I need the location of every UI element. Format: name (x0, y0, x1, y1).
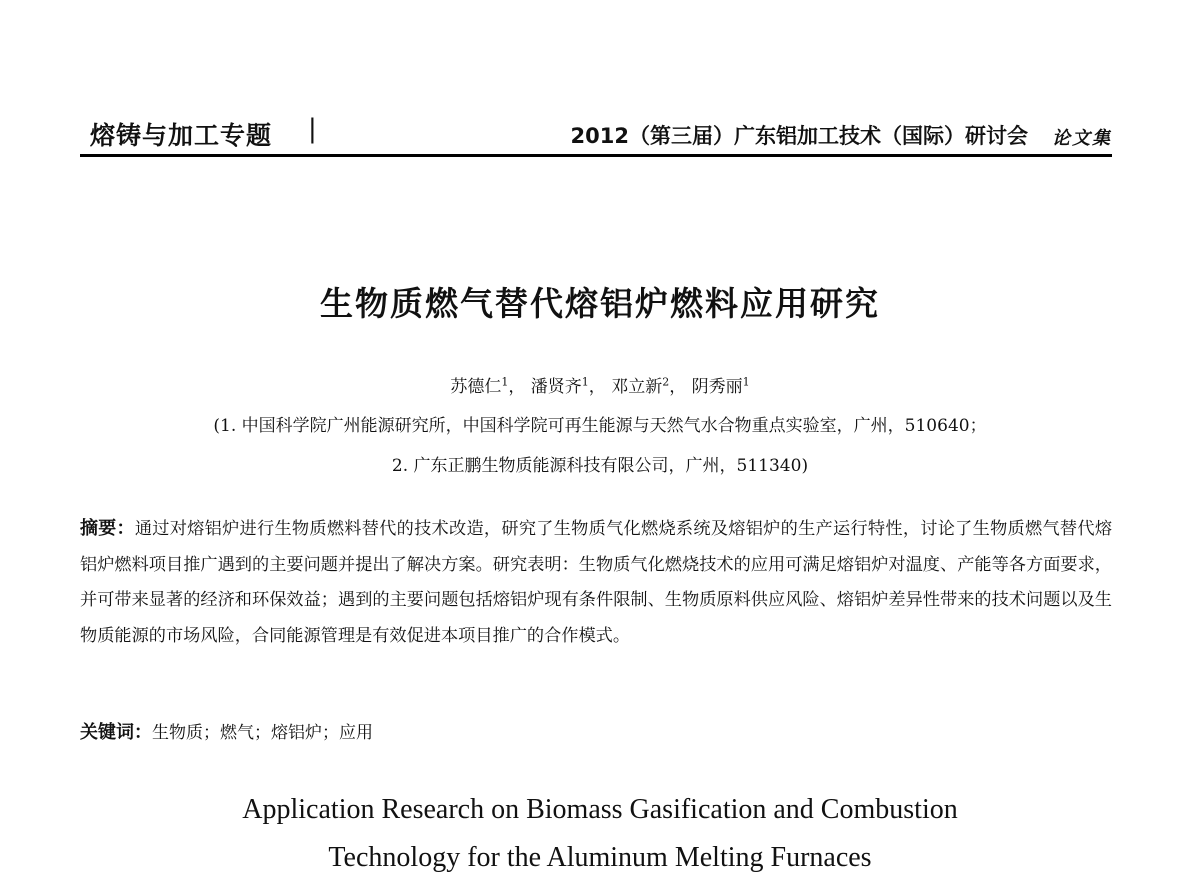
keywords-text: 生物质；燃气；熔铝炉；应用 (152, 723, 373, 743)
abstract-text: 通过对熔铝炉进行生物质燃料替代的技术改造，研究了生物质气化燃烧系统及熔铝炉的生产运行特性，讨论了生物质燃气替代熔铝炉燃料项目推广遇到的主要问题并提出了解决方案。研究表明：生物质气化燃烧技术的应用可满足熔铝炉对温度、产能等各方面要求，并可带来显著的经济和环保效益；遇到的主要问题包括熔铝炉现有条件限制、生物质原料供应风险、熔铝炉差异性带来的技术问题以及生物质能源的市场风险，合同能源管理是有效促进本项目推广的合作模式。 (80, 519, 1113, 646)
header-section-title: 熔铸与加工专题 (90, 121, 273, 150)
author-separator: ， (669, 377, 687, 397)
keywords (80, 718, 373, 744)
header-conference-name: 2012（第三届）广东铝加工技术（国际）研讨会 (570, 124, 1028, 148)
author-affiliation-mark: 1 (501, 375, 509, 389)
affiliation-line-1: (1. 中国科学院广州能源研究所，中国科学院可再生能源与天然气水合物重点实验室，广州，510640； (213, 416, 987, 436)
author-separator: ， (588, 377, 606, 397)
author-affiliation-mark: 2 (662, 375, 670, 389)
affiliation-line-2: 2. 广东正鹏生物质能源科技有限公司，广州，511340) (391, 456, 809, 476)
header-proceedings-tag: 论文集 (1052, 128, 1112, 149)
author-name: 苏德仁 (450, 377, 502, 397)
author-separator: ， (508, 377, 526, 397)
paper-title: 生物质燃气替代熔铝炉燃料应用研究 (320, 284, 880, 323)
author-list (0, 372, 1200, 397)
author-name: 邓立新 (611, 377, 663, 397)
keywords-label: 关键词： (80, 722, 152, 743)
author-affiliation-mark: 1 (742, 375, 750, 389)
english-title-line-2: Technology for the Aluminum Melting Furnaces (328, 842, 872, 873)
author-name: 潘贤齐 (530, 377, 582, 397)
abstract-label: 摘要： (80, 518, 135, 539)
header-separator: | (308, 114, 317, 144)
english-title-line-1: Application Research on Biomass Gasification and Combustion (242, 794, 958, 825)
running-header (80, 108, 1112, 157)
author-affiliation-mark: 1 (581, 375, 589, 389)
author-name: 阴秀丽 (691, 377, 743, 397)
abstract (80, 511, 1112, 654)
